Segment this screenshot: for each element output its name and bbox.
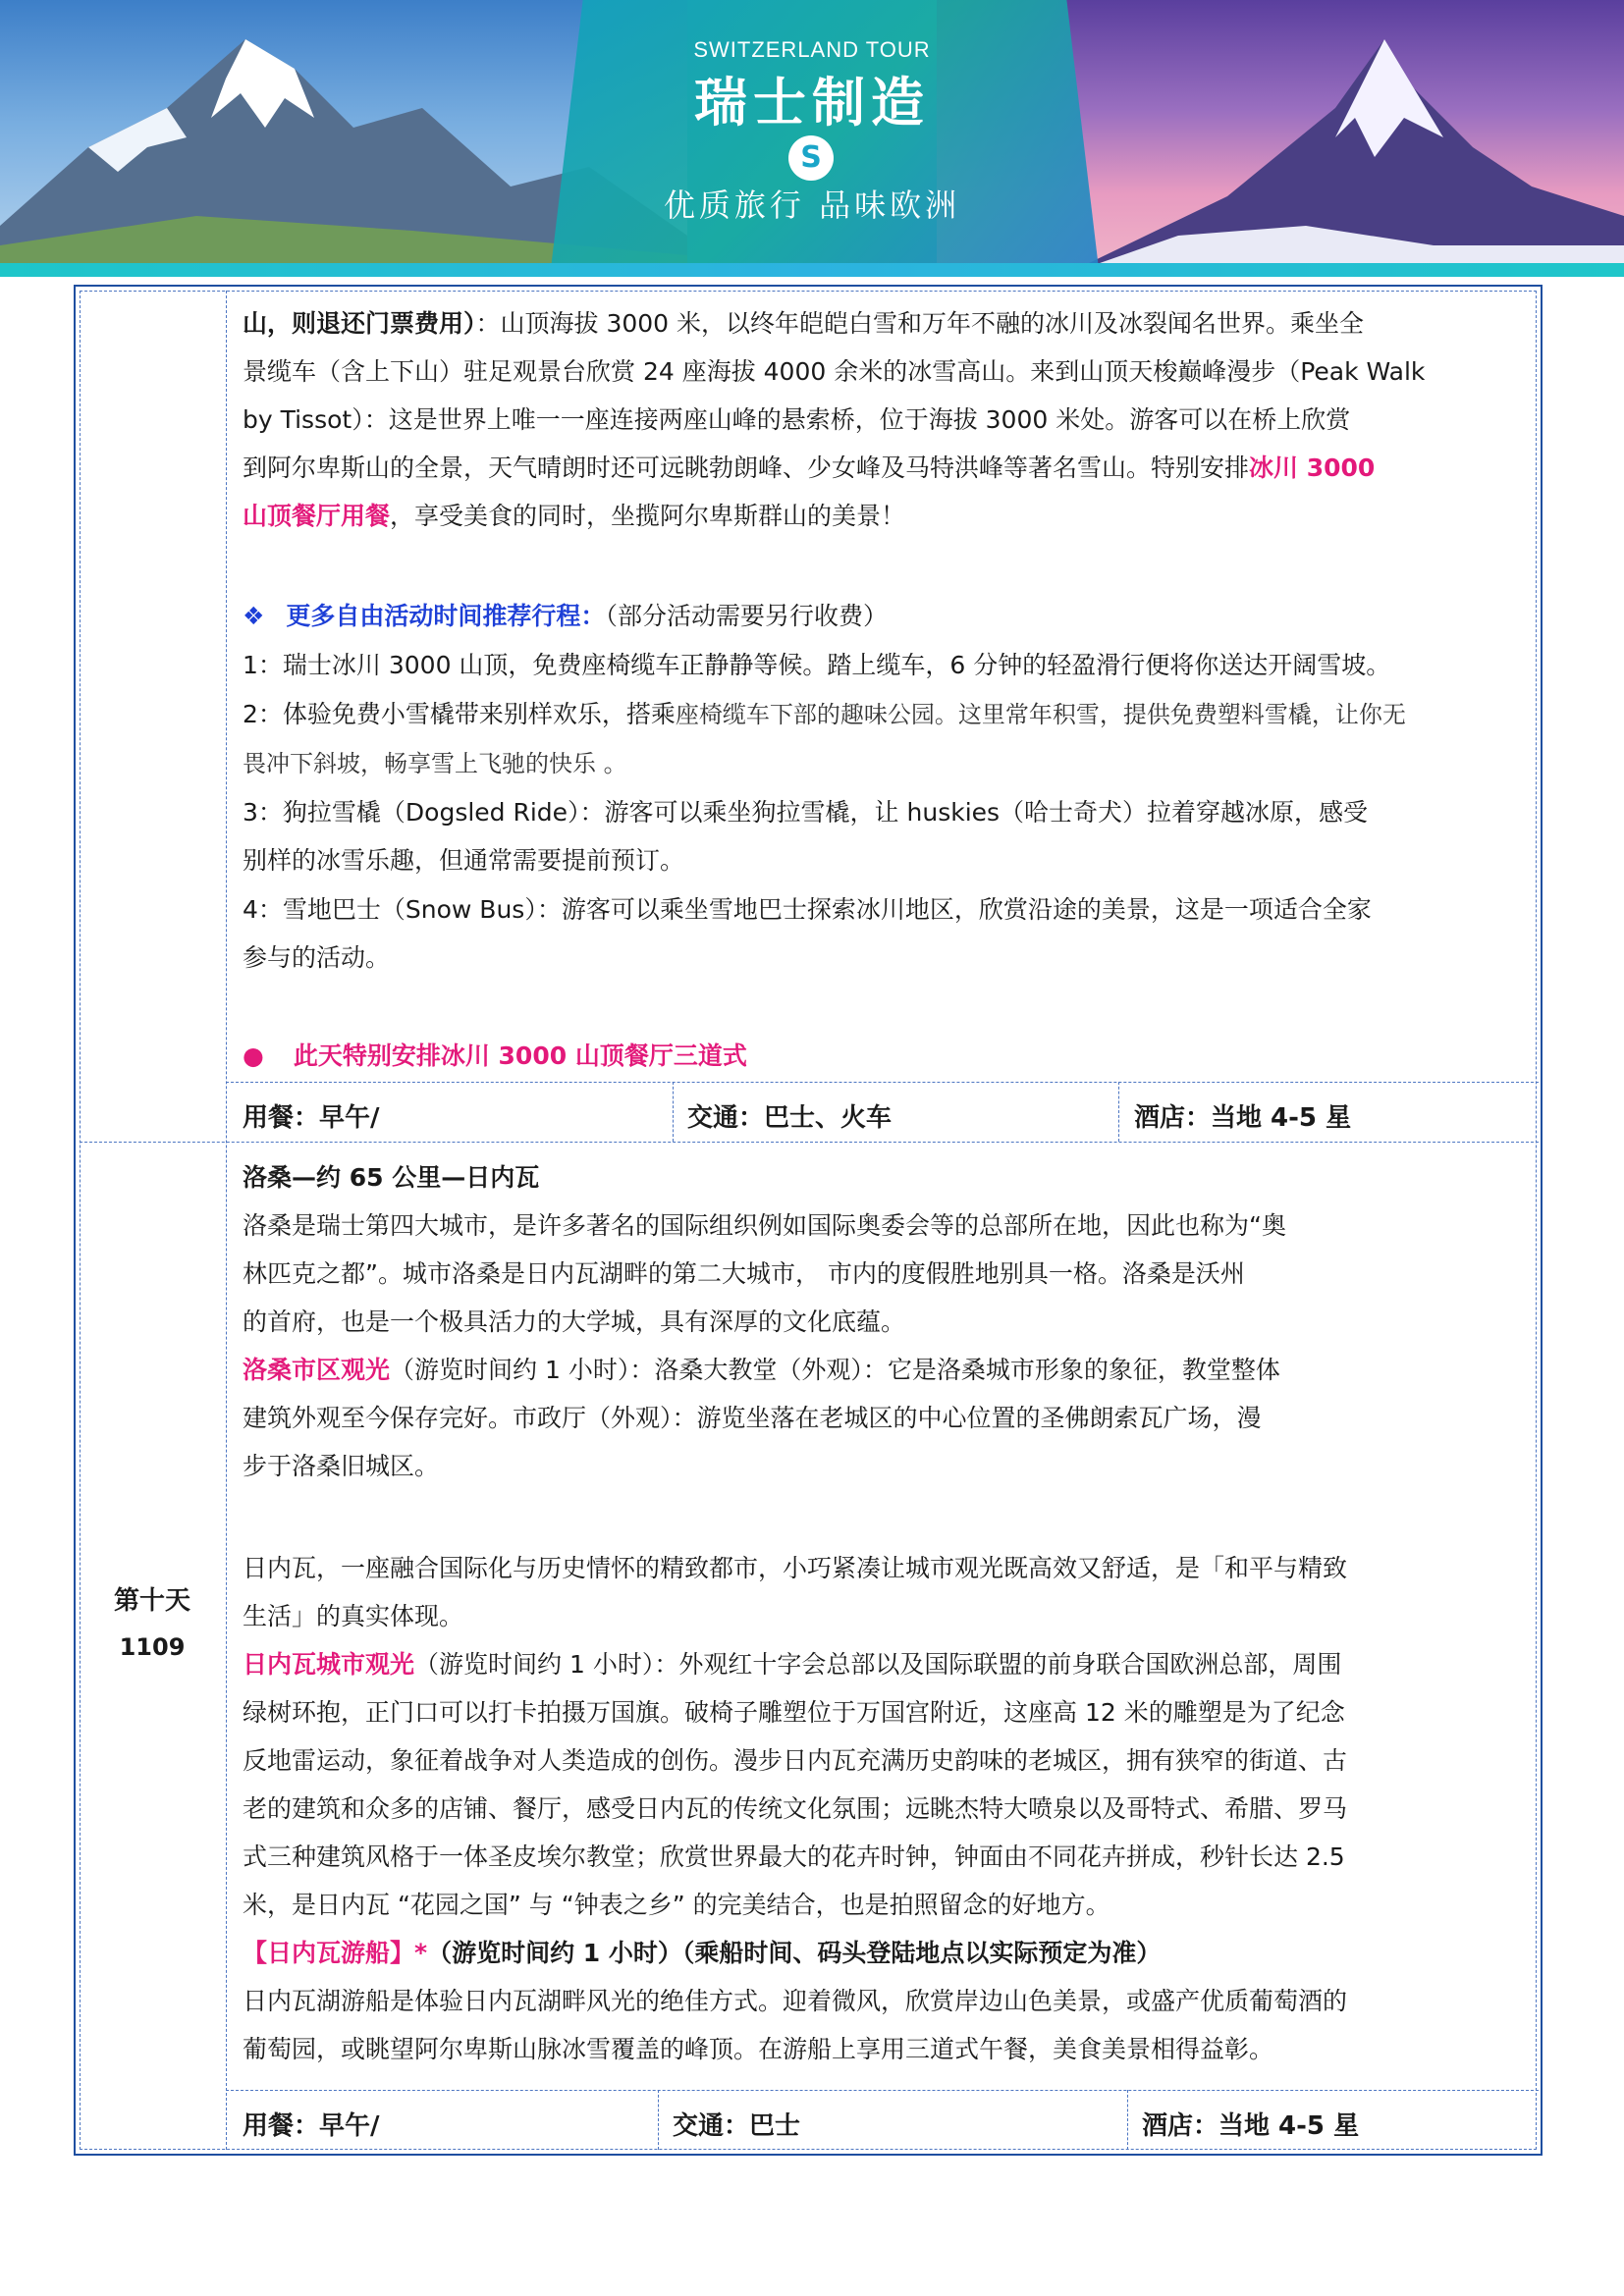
day10-line-9 [243, 1641, 1341, 1688]
header-banner [0, 0, 1624, 277]
lausanne-tour-highlight: 洛桑市区观光 [243, 1356, 391, 1384]
day9-meal: 用餐：早午/ [243, 1103, 380, 1133]
free-activity-item-3-cont: 别样的冰雪乐趣，但通常需要提前预订。 [243, 846, 685, 875]
geneva-tour-highlight: 日内瓦城市观光 [243, 1650, 415, 1679]
free-activity-item-4: 4：雪地巴士（Snow Bus）：游客可以乘坐雪地巴士探索冰川地区，欣赏沿途的美景，这是一项适合全家 [243, 895, 1372, 924]
day9-paragraph-line-1 [243, 300, 1364, 347]
day10-meal: 用餐：早午/ [243, 2111, 380, 2141]
day10-line-15 [243, 1930, 1161, 1977]
banner-slogan: 优质旅行 品味欧洲 [663, 187, 961, 224]
banner-title: 瑞士制造 [694, 72, 930, 133]
free-activity-item-4-cont: 参与的活动。 [243, 943, 391, 972]
glacier-restaurant-highlight: 冰川 3000 [1249, 454, 1376, 482]
day10-label: 第十天 [113, 1586, 190, 1616]
day10-meal-divider-2 [1127, 2090, 1128, 2150]
free-activity-item-2-cont: 畏冲下斜坡，畅享雪上飞驰的快乐 。 [243, 750, 627, 777]
day9-meal-row-top [226, 1082, 1539, 1083]
day9-line1-text: ：山顶海拔 3000 米，以终年皑皑白雪和万年不融的冰川及冰裂闻名世界。乘坐全 [475, 309, 1365, 338]
day10-line-16: 日内瓦湖游船是体验日内瓦湖畔风光的绝佳方式。迎着微风，欣赏岸边山色美景，或盛产优质葡萄酒的 [243, 1987, 1348, 2015]
day10-line-17: 葡萄园，或眺望阿尔卑斯山脉冰雪覆盖的峰顶。在游船上享用三道式午餐，美食美景相得益彰。 [243, 2035, 1274, 2063]
brand-logo-icon: S [788, 135, 834, 181]
day10-line-12: 老的建筑和众多的店铺、餐厅，感受日内瓦的传统文化氛围；远眺杰特大喷泉以及哥特式、希腊、罗马 [243, 1794, 1348, 1823]
day10-line-4 [243, 1347, 1280, 1394]
diamond-bullet-icon: ❖ [243, 602, 265, 630]
day10-line-5: 建筑外观至今保存完好。市政厅（外观）：游览坐落在老城区的中心位置的圣佛朗索瓦广场，漫 [243, 1404, 1262, 1432]
day10-meal-divider-1 [658, 2090, 659, 2150]
day10-line-1: 洛桑是瑞士第四大城市，是许多著名的国际组织例如国际奥委会等的总部所在地，因此也称为“奥 [243, 1211, 1286, 1240]
day10-line-13: 式三种建筑风格于一体圣皮埃尔教堂；欣赏世界最大的花卉时钟，钟面由不同花卉拼成，秒针长达 2.5 [243, 1842, 1345, 1871]
day10-line-14: 米，是日内瓦 “花园之国” 与 “钟表之乡” 的完美结合，也是拍照留念的好地方。 [243, 1891, 1110, 1919]
day10-meal-row-top [226, 2090, 1539, 2091]
day9-line4-text: 到阿尔卑斯山的全景，天气晴朗时还可远眺勃朗峰、少女峰及马特洪峰等著名雪山。特别安排 [243, 454, 1250, 482]
day9-transport: 交通：巴士、火车 [687, 1103, 893, 1133]
day10-line-8: 生活」的真实体现。 [243, 1602, 464, 1630]
day10-date: 1109 [119, 1633, 186, 1661]
day9-bottom-border [80, 1142, 1539, 1143]
day9-paragraph-line-4 [243, 445, 1375, 492]
day10-line-10: 绿树环抱，正门口可以打卡拍摄万国旗。破椅子雕塑位于万国宫附近，这座高 12 米的雕塑是为了纪念 [243, 1698, 1345, 1727]
geneva-cruise-highlight: 【日内瓦游船】* [243, 1939, 428, 1967]
day9-meal-divider-1 [673, 1082, 674, 1142]
day10-hotel: 酒店：当地 4-5 星 [1142, 2111, 1360, 2141]
day9-line5-text: ，享受美食的同时，坐揽阿尔卑斯群山的美景！ [390, 502, 906, 530]
free-activity-note: （部分活动需要另行收费） [605, 602, 888, 630]
day9-paragraph-line-2: 景缆车（含上下山）驻足观景台欣赏 24 座海拔 4000 余米的冰雪高山。来到山顶天梭巅峰漫步（Peak Walk [243, 357, 1426, 386]
free-activity-item-3: 3：狗拉雪橇（Dogsled Ride）：游客可以乘坐狗拉雪橇，让 huskies（哈士奇犬）拉着穿越冰原，感受 [243, 798, 1369, 827]
day10-route: 洛桑—约 65 公里—日内瓦 [243, 1163, 540, 1192]
day9-paragraph-line-3: by Tissot）：这是世界上唯一一座连接两座山峰的悬索桥，位于海拔 3000 米处。游客可以在桥上欣赏 [243, 405, 1351, 434]
special-arrangement-text: 此天特别安排冰川 3000 山顶餐厅三道式 [293, 1041, 747, 1070]
free-activity-title: 更多自由活动时间推荐行程： [286, 602, 606, 630]
item2-detail: 座椅缆车下部的趣味公园。这里常年积雪，提供免费塑料雪橇，让你无 [675, 701, 1406, 728]
day10-transport: 交通：巴士 [673, 2111, 801, 2141]
free-activity-item-2 [243, 691, 1406, 738]
geneva-tour-text: （游览时间约 1 小时）：外观红十字会总部以及国际联盟的前身联合国欧洲总部，周围 [414, 1650, 1342, 1679]
dot-bullet-icon: ● [243, 1041, 264, 1070]
ticket-refund-note: 山，则退还门票费用） [243, 309, 476, 338]
lausanne-tour-text: （游览时间约 1 小时）：洛桑大教堂（外观）：它是洛桑城市形象的象征，教堂整体 [390, 1356, 1280, 1384]
day9-hotel: 酒店：当地 4-5 星 [1134, 1103, 1352, 1133]
day10-line-3: 的首府，也是一个极具活力的大学城，具有深厚的文化底蕴。 [243, 1308, 906, 1336]
day10-line-11: 反地雷运动，象征着战争对人类造成的创伤。漫步日内瓦充满历史韵味的老城区，拥有狭窄的街道、古 [243, 1746, 1348, 1775]
geneva-cruise-note: （游览时间约 1 小时）（乘船时间、码头登陆地点以实际预定为准） [427, 1939, 1162, 1967]
free-activity-item-1: 1：瑞士冰川 3000 山顶，免费座椅缆车正静静等候。踏上缆车，6 分钟的轻盈滑行便将你送达开阔雪坡。 [243, 651, 1391, 679]
day10-line-6: 步于洛桑旧城区。 [243, 1452, 440, 1480]
item2-lead: 2：体验免费小雪橇带来别样欢乐，搭乘 [243, 700, 676, 728]
banner-bottom-strip [0, 263, 1624, 277]
special-arrangement [243, 1033, 747, 1080]
day9-meal-divider-2 [1118, 1082, 1119, 1142]
day-column-divider [226, 291, 227, 2150]
free-activity-heading [243, 593, 888, 640]
glacier-restaurant-highlight-2: 山顶餐厅用餐 [243, 502, 391, 530]
day9-paragraph-line-5 [243, 493, 905, 540]
day10-line-7: 日内瓦，一座融合国际化与历史情怀的精致都市，小巧紧凑让城市观光既高效又舒适，是「和平与精致 [243, 1554, 1348, 1582]
day10-line-2: 林匹克之都”。城市洛桑是日内瓦湖畔的第二大城市， 市内的度假胜地别具一格。洛桑是沃州 [243, 1259, 1245, 1288]
banner-subtitle: SWITZERLAND TOUR [693, 37, 931, 62]
